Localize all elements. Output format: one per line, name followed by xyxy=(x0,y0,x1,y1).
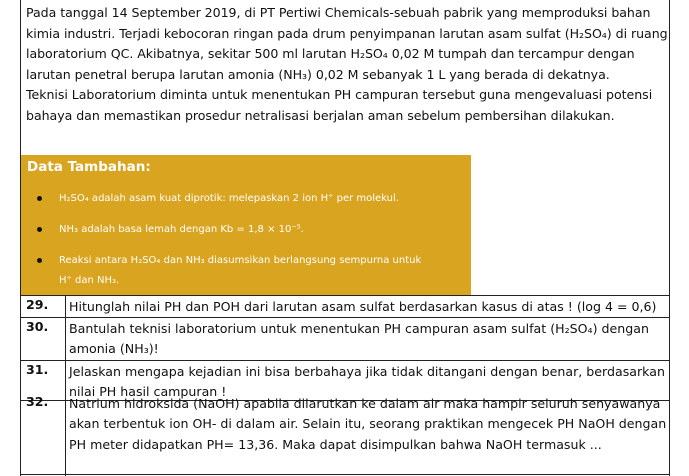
question-text: Natrium hidroksida (NaOH) apabila dilarutkan ke dalam air maka hampir seluruh senyawanya akan terbentuk ion OH- di dalam air. Selain itu, seorang praktikan mengecek PH NaOH dengan PH meter didapatkan PH= 13,36. Maka dapat disimpulkan bahwa NaOH termasuk ... xyxy=(69,396,667,452)
table-divider xyxy=(21,317,669,318)
table-bottom-border xyxy=(21,474,669,475)
additional-data-text: H⁺ dan NH₃. xyxy=(59,275,120,286)
additional-data-title: Data Tambahan: xyxy=(27,159,151,175)
bullet-icon xyxy=(37,258,42,263)
case-paragraph-2: Teknisi Laboratorium diminta untuk menentukan PH campuran tersebut guna mengevaluasi potensi bahaya dan memastikan prosedur netralisasi berjalan aman sebelum pembersihan dilakukan. xyxy=(26,87,653,123)
additional-data-text: NH₃ adalah basa lemah dengan Kb = 1,8 × 10⁻⁵. xyxy=(59,224,304,235)
question-text: Bantulah teknisi laboratorium untuk menentukan PH campuran asam sulfat (H₂SO₄) dengan amonia (NH₃)! xyxy=(69,321,649,357)
additional-data-box xyxy=(21,155,471,295)
table-divider xyxy=(21,360,669,361)
number-column-divider xyxy=(65,296,66,476)
question-text: Hitunglah nilai PH dan POH dari larutan asam sulfat berdasarkan kasus di atas ! (log 4 = 0,6) xyxy=(69,299,657,314)
question-number: 30. xyxy=(26,319,49,334)
case-paragraph-1: Pada tanggal 14 September 2019, di PT Pertiwi Chemicals-sebuah pabrik yang memproduksi bahan kimia industri. Terjadi kebocoran ringan pada drum penyimpanan larutan asam sulfat (H₂SO₄) di ruang laboratorium QC. Akibatnya, sekitar 500 ml larutan H₂SO₄ 0,02 M tumpah dan tercampur dengan larutan penetral berupa larutan amonia (NH₃) 0,02 M sebanyak 1 L yang berada di dekatnya. xyxy=(26,5,668,82)
bullet-icon xyxy=(37,227,42,232)
question-number: 29. xyxy=(26,297,49,312)
question-number: 31. xyxy=(26,362,49,377)
question-number: 32. xyxy=(26,394,49,409)
case-intro xyxy=(21,0,669,127)
question-text: Jelaskan mengapa kejadian ini bisa berbahaya jika tidak ditangani dengan benar, berdasarkan nilai PH hasil campuran ! xyxy=(69,364,665,400)
table-divider xyxy=(21,295,669,296)
bullet-icon xyxy=(37,196,42,201)
worksheet xyxy=(20,0,670,476)
additional-data-text: Reaksi antara H₂SO₄ dan NH₃ diasumsikan berlangsung sempurna untuk xyxy=(59,255,422,266)
additional-data-text: H₂SO₄ adalah asam kuat diprotik: melepaskan 2 ion H⁺ per molekul. xyxy=(59,193,399,204)
